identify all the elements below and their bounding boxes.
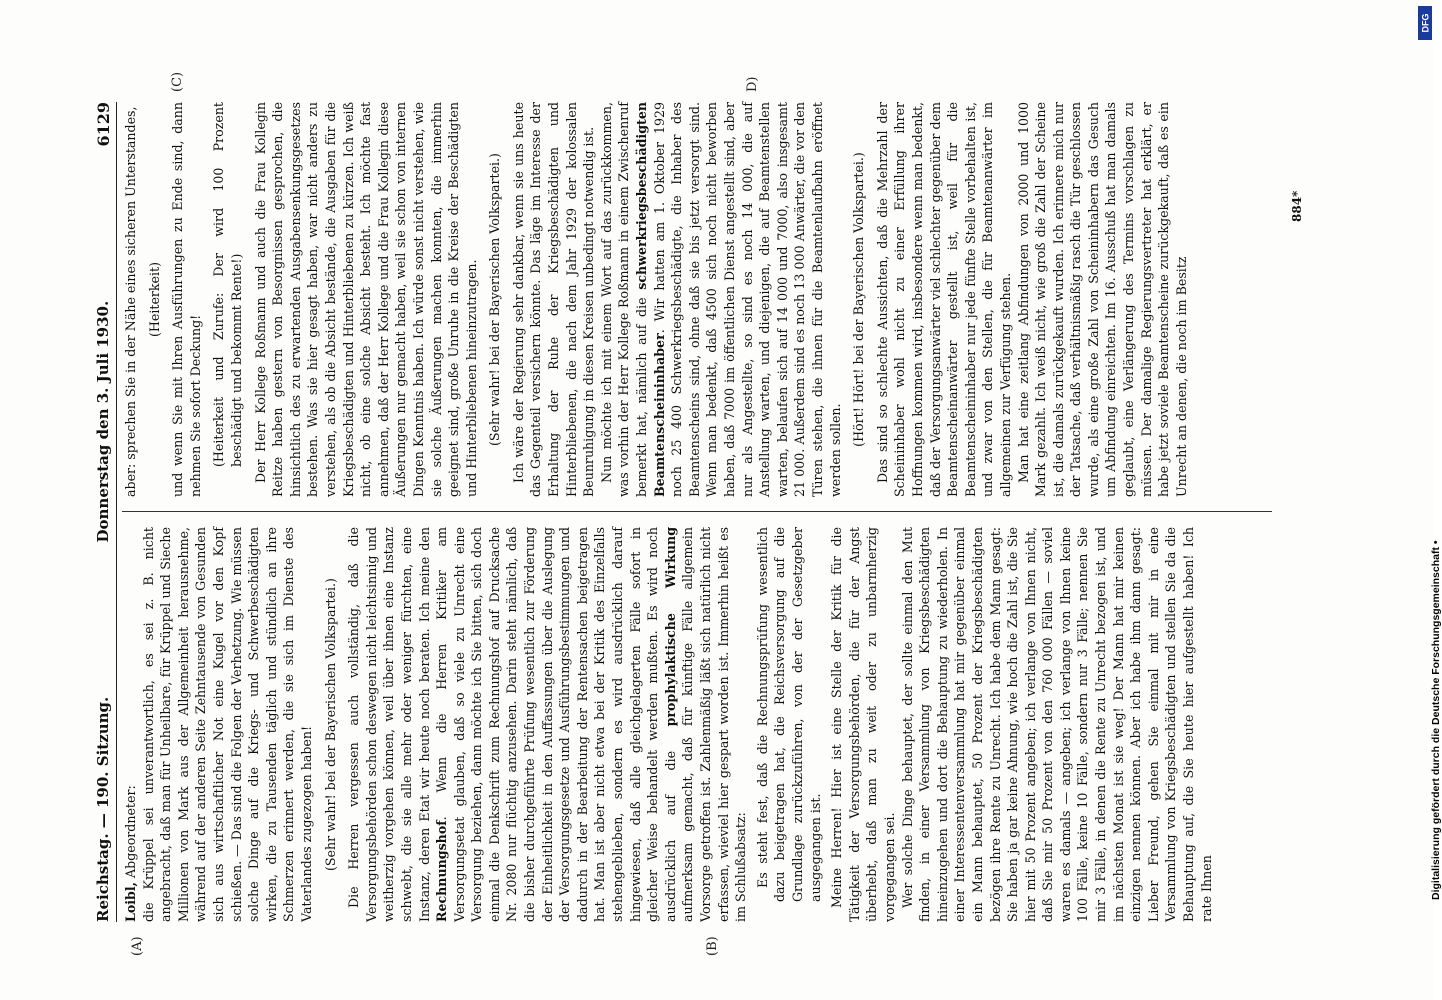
credit-text: Digitalisierung gefördert durch die Deutsche Forschungsgemeinschaft • (1430, 540, 1442, 900)
text-run: . Wir hatten am 1. Oktober 1929 noch 25 400 Schwerkriegsbeschädigte, die Inhaber des Beamtenscheins sind, ohne daß sie bis jetzt versorgt sind. Wenn man bedenkt, daß 4500 sich noch nicht beworben haben, daß 7000 im öffentlichen Dienst angestellt sind, aber nur als Angestellte, so sind es noch 14 000, die auf Anstellung warten, und diejenigen, die auf Beamtenstellen warten, belaufen sich auf 14 000 und 7000, also insgesamt 21 000. Außerdem sind es noch 13 000 Anwärter, die vor den Türen stehen, die ihnen für die Beamtenlaufbahn eröffnet werden sollen. (651, 102, 843, 497)
paragraph: Wer solche Dinge behauptet, der sollte einmal den Mut finden, in einer Versammlung von Kriegsbeschädigten hineinzugehen und dort die Behauptung zu wiederholen. In einer Interessentenversammlung hat mir gegenüber einmal ein Mann behauptet, 50 Prozent der Kriegsbeschädigten bezögen ihre Rente zu Unrecht. Ich habe dem Mann gesagt: Sie haben ja gar keine Ahnung, wie hoch die Zahl ist, die Sie hier mit 50 Prozent angeben; ich verlange von Ihnen nicht, daß Sie mir 50 Prozent von den 760 000 Fällen — soviel waren es damals — angeben; ich verlange von Ihnen keine 100 Fälle, keine 10 Fälle, sondern nur 3 Fälle; nennen Sie mir 3 Fälle, in denen die Rente zu Unrecht bezogen ist, und im nächsten Monat ist sie weg! Der Mann hat mir keinen einzigen nennen können. Aber ich habe ihm dann gesagt: Lieber Freund, gehen Sie einmal mit mir in eine Versammlung von Kriegsbeschädigten und stellen Sie da die Behauptung auf, die Sie heute hier aufgestellt haben! Ich rate Ihnen (899, 527, 1214, 922)
paragraph: die Krüppel sei unverantwortlich, es sei z. B. nicht angebracht, daß man für Unheilbare, für Krüppel und Sieche Millionen von Mark aus der Allgemeinheit herausnehme, während auf der anderen Seite Zehntausende von Gesunden sich aus wirtschaftlicher Not eine Kugel vor den Kopf schießen. — Das sind die Folgen der Verhetzung. Wie müssen solche Dinge auf die Kriegs- und Schwerbeschädigten wirken, die zu Tausenden täglich und stündlich an ihre Schmerzen erinnert werden, die sie sich im Dienste des Vaterlandes zugezogen haben! (140, 527, 314, 922)
paragraph: und wenn Sie mit Ihren Ausführungen zu Ende sind, dann nehmen Sie sofort Deckung! (170, 102, 203, 497)
page-number: 6129 (93, 102, 113, 147)
text-run: Nun möchte ich mit einem Wort auf das zurückkommen, was vorhin der Herr Kollege Roßmann in einem Zwischenruf bemerkt hat, nämlich auf die (598, 102, 650, 497)
stage-direction: (Sehr wahr! bei der Bayerischen Volkspartei.) (487, 153, 503, 446)
paragraph: Ich wäre der Regierung sehr dankbar, wenn sie uns heute das Gegenteil versichern könnte. Das läge im Interesse der Erhaltung der Ruhe der Kriegsbeschädigten und Hinterbliebenen, die nach dem Jahr 1929 der kolossalen Beunruhigung in diesen Kreisen unbedingt notwendig ist. (510, 102, 597, 497)
paragraph: Man hat eine zeitlang Abfindungen von 2000 und 1000 Mark gezahlt. Ich weiß nicht, wie groß die Zahl der Scheine ist, die damals zurückgekauft wurden. Ich erinnere mich nur der Tatsache, daß verhältnismäßig rasch die Tür geschlossen wurde, als eine große Zahl von Scheininhabern das Gesuch um Abfindung einreichten. Im 16. Ausschuß hat man damals geglaubt, eine Verlängerung des Termins vorschlagen zu müssen. Der damalige Regierungsvertreter hat erklärt, er habe jetzt soviele Beamtenscheine zurückgekauft, daß es ein Unrecht an denen, die noch im Besitz (1015, 102, 1189, 497)
margin-marker-d: D) (745, 76, 760, 92)
header-date: Donnerstag den 3. Juli 1930. (94, 300, 112, 543)
quotation: Es steht fest, daß die Rechnungsprüfung wesentlich dazu beigetragen hat, die Reichsversorgung auf die Grundlage zurückzuführen, von der der Gesetzgeber ausgegangen ist. (754, 527, 823, 902)
speaker-role: Abgeordneter: (123, 785, 138, 878)
paragraph (345, 527, 750, 922)
left-column (122, 527, 1312, 922)
bold-term: prophylaktische Wirkung (662, 526, 678, 727)
text-run: aufmerksam gemacht, daß für künftige Fälle allgemein Vorsorge getroffen ist. Zahlenmäßig läßt sich natürlich nicht erfassen, wieviel hier gespart worden ist. Immerhin heißt es im Schlußabsatz: (680, 527, 749, 922)
stage-direction: (Hört! Hört! bei der Bayerischen Volkspartei.) (851, 152, 867, 447)
right-column (122, 102, 1312, 497)
stage-direction: (Heiterkeit und Zurufe: Der wird 100 Prozent beschädigt und bekommt Rente!) (211, 102, 244, 467)
text-run: . Wenn die Herren Kritiker am Versorgungsetat glauben, daß so viele zu Unrecht eine Versorgung beziehen, dann möchte ich Sie bitten, sich doch einmal die Denkschrift zum Rechnungshof auf Drucksache Nr. 2080 nur flüchtig anzusehen. Darin steht nämlich, daß die bisher durchgeführte Prüfung wesentlich zur Förderung der Einheitlichkeit in den Auffassungen über die Auslegung der Versorgungsgesetze und Ausführungsbestimmungen und dadurch in der Bearbeitung der Rentensachen beigetragen hat. Man ist aber nicht etwa bei der Kritik des Einzelfalls stehengeblieben, sondern es wird ausdrücklich darauf hingewiesen, daß alle gleichgelagerten Fälle sofort in gleicher Weise behandelt werden mußten. Es wird noch ausdrücklich auf die (434, 527, 678, 922)
dfg-logo (1418, 6, 1432, 40)
paragraph: aber: sprechen Sie in der Nähe eines sicheren Unterstandes, (123, 106, 138, 497)
stage-direction: (Sehr wahr! bei der Bayerischen Volkspartei.) (322, 578, 338, 871)
margin-marker-c: (C) (170, 71, 185, 92)
paragraph: Der Herr Kollege Roßmann und auch die Frau Kollegin Reitze haben gestern von Besorgnissen gesprochen, die hinsichtlich des zu erwartenden Ausgabensenkungsgesetzes bestehen. Was sie hier gesagt haben, war nicht anders zu verstehen, als ob die Absicht bestände, die Ausgaben für die Kriegsbeschädigten und Hinterbliebenen zu kürzen. Ich weiß nicht, ob eine solche Absicht besteht. Ich möchte fast annehmen, daß der Herr Kollege und die Frau Kollegin diese Äußerungen nur gemacht haben, weil sie schon von internen Dingen Kenntnis haben. Ich würde sonst nicht verstehen, wie sie solche Äußerungen machen konnten, die immerhin geeignet sind, große Unruhe in die Kreise der Beschädigten und Hinterbliebenen hineinzutragen. (252, 102, 479, 497)
column-rule (122, 511, 1272, 512)
page-header (90, 102, 117, 922)
paragraph: Meine Herren! Hier ist eine Stelle der Kritik für die Tätigkeit der Versorgungsbehörden, die für der Angst überhebt, daß man zu weit oder zu unbarmherzig vorgegangen sei. (829, 527, 897, 922)
dfg-logo-text: DFG (1420, 13, 1430, 33)
sheet-signature: 884* (1290, 190, 1304, 222)
rotated-page-content (90, 71, 1320, 956)
paragraph: Das sind so schlechte Aussichten, daß die Mehrzahl der Scheininhaber wohl nicht zu einer Erfüllung ihrer Hoffnungen kommen wird, insbesondere wenn man bedenkt, daß der Versorgungsanwärter viel schlechter gegenüber dem Beamtenscheinanwärter gestellt ist, weil für die Beamtenscheininhaber nur jede fünfte Stelle vorbehalten ist, und zwar von den Stellen, die für Beamtenanwärter im allgemeinen zur Verfügung stehen. (874, 102, 1013, 497)
margin-marker-b: (B) (705, 936, 720, 956)
margin-marker-a: (A) (130, 936, 145, 956)
text-run: Die Herren vergessen auch vollständig, daß die Versorgungsbehörden schon deswegen nicht leichtsinnig und weitherzig vorgehen können, weil über ihnen eine Instanz schwebt, die sie alle mehr oder weniger fürchten, eine Instanz, deren Etat wir heute noch beraten. Ich meine den (346, 527, 432, 922)
digitization-credit-bar (1412, 0, 1442, 1000)
stage-direction: (Heiterkeit) (146, 262, 162, 337)
header-left: Reichstag. — 190. Sitzung. (94, 696, 112, 922)
bold-term: Rechnungshof (434, 820, 450, 922)
bold-term: schwerkriegsbeschädigten Beamtenscheininhaber (634, 102, 667, 497)
paragraph (598, 102, 844, 497)
speaker-line (122, 527, 140, 922)
speaker-name: Loibl, (123, 881, 138, 922)
